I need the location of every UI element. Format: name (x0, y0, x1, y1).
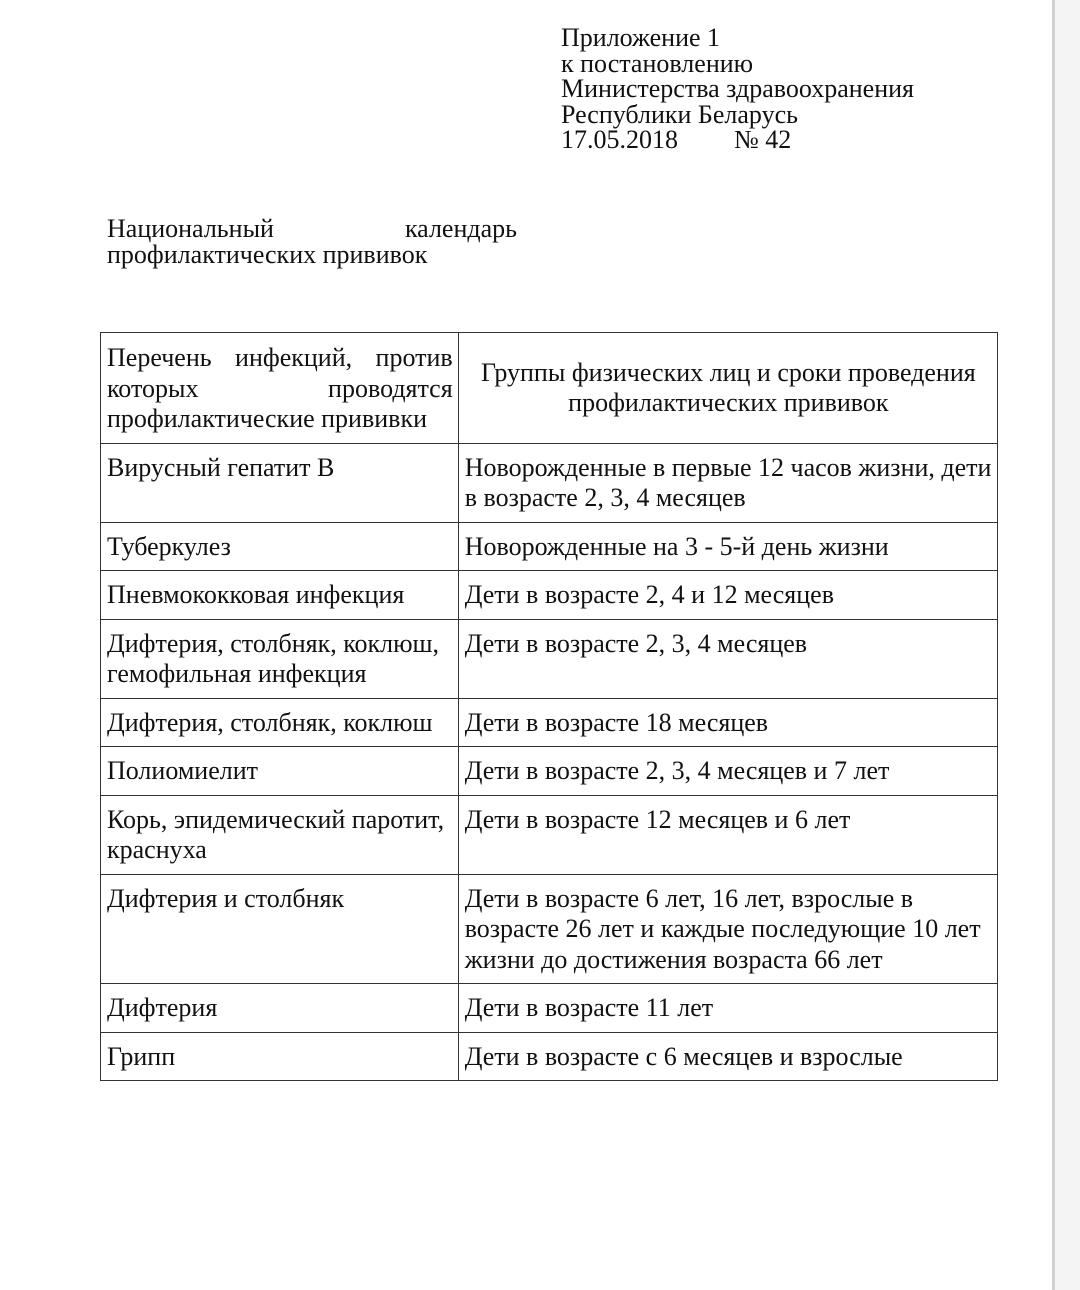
header-infections-line-3: профилактические прививки (107, 404, 427, 433)
table-row (101, 747, 998, 796)
appendix-line-4: Республики Беларусь (561, 99, 798, 129)
table-row (101, 1032, 998, 1081)
title-word-2: календарь (404, 214, 517, 243)
table-row (101, 619, 998, 698)
appendix-number: № 42 (734, 125, 792, 154)
table-row (101, 443, 998, 522)
schedule-cell: Дети в возрасте 12 месяцев и 6 лет (458, 795, 997, 874)
infection-cell: Корь, эпидемический паротит, краснуха (101, 795, 459, 874)
schedule-cell: Дети в возрасте 2, 3, 4 месяцев и 7 лет (458, 747, 997, 796)
header-infections-line-2: которых проводятся (107, 373, 453, 403)
title-line-2: профилактических прививок (107, 240, 428, 269)
infection-cell: Пневмококковая инфекция (101, 571, 459, 620)
schedule-cell: Дети в возрасте 2, 3, 4 месяцев (458, 619, 997, 698)
infection-cell: Вирусный гепатит В (101, 443, 459, 522)
infection-cell: Туберкулез (101, 522, 459, 571)
schedule-cell: Дети в возрасте 18 месяцев (458, 698, 997, 747)
table-row (101, 698, 998, 747)
appendix-line-2: к постановлению (561, 48, 754, 78)
table-row (101, 795, 998, 874)
vaccination-calendar-table (100, 332, 998, 1081)
schedule-cell: Новорожденные в первые 12 часов жизни, дети в возрасте 2, 3, 4 месяцев (458, 443, 997, 522)
table-row (101, 571, 998, 620)
schedule-cell: Дети в возрасте 6 лет, 16 лет, взрослые в возрасте 26 лет и каждые последующие 10 лет жизни до достижения возраста 66 лет (458, 874, 997, 984)
appendix-date-number-line (561, 127, 914, 153)
schedule-cell: Дети в возрасте 11 лет (458, 984, 997, 1033)
table-row (101, 984, 998, 1033)
table-row (101, 522, 998, 571)
infection-cell: Дифтерия, столбняк, коклюш, гемофильная инфекция (101, 619, 459, 698)
table-header-row (101, 333, 998, 444)
schedule-cell: Дети в возрасте 2, 4 и 12 месяцев (458, 571, 997, 620)
page-edge-margin (1055, 0, 1080, 1290)
appendix-date: 17.05.2018 (561, 125, 678, 154)
schedule-cell: Новорожденные на 3 - 5-й день жизни (458, 522, 997, 571)
header-infections (101, 333, 459, 444)
document-title (107, 216, 517, 268)
appendix-line-3: Министерства здравоохранения (561, 74, 914, 103)
appendix-line-1: Приложение 1 (561, 23, 721, 52)
infection-cell: Полиомиелит (101, 747, 459, 796)
title-line-1 (107, 216, 517, 242)
table-row (101, 874, 998, 984)
header-groups-and-timing: Группы физических лиц и сроки проведения профилактических прививок (458, 333, 997, 444)
schedule-cell: Дети в возрасте с 6 месяцев и взрослые (458, 1032, 997, 1081)
infection-cell: Дифтерия, столбняк, коклюш (101, 698, 459, 747)
infection-cell: Дифтерия и столбняк (101, 874, 459, 984)
appendix-block (561, 25, 914, 153)
infection-cell: Дифтерия (101, 984, 459, 1033)
title-word-1: Национальный (107, 214, 274, 243)
header-infections-line-1: Перечень инфекций, против (107, 343, 453, 372)
infection-cell: Грипп (101, 1032, 459, 1081)
